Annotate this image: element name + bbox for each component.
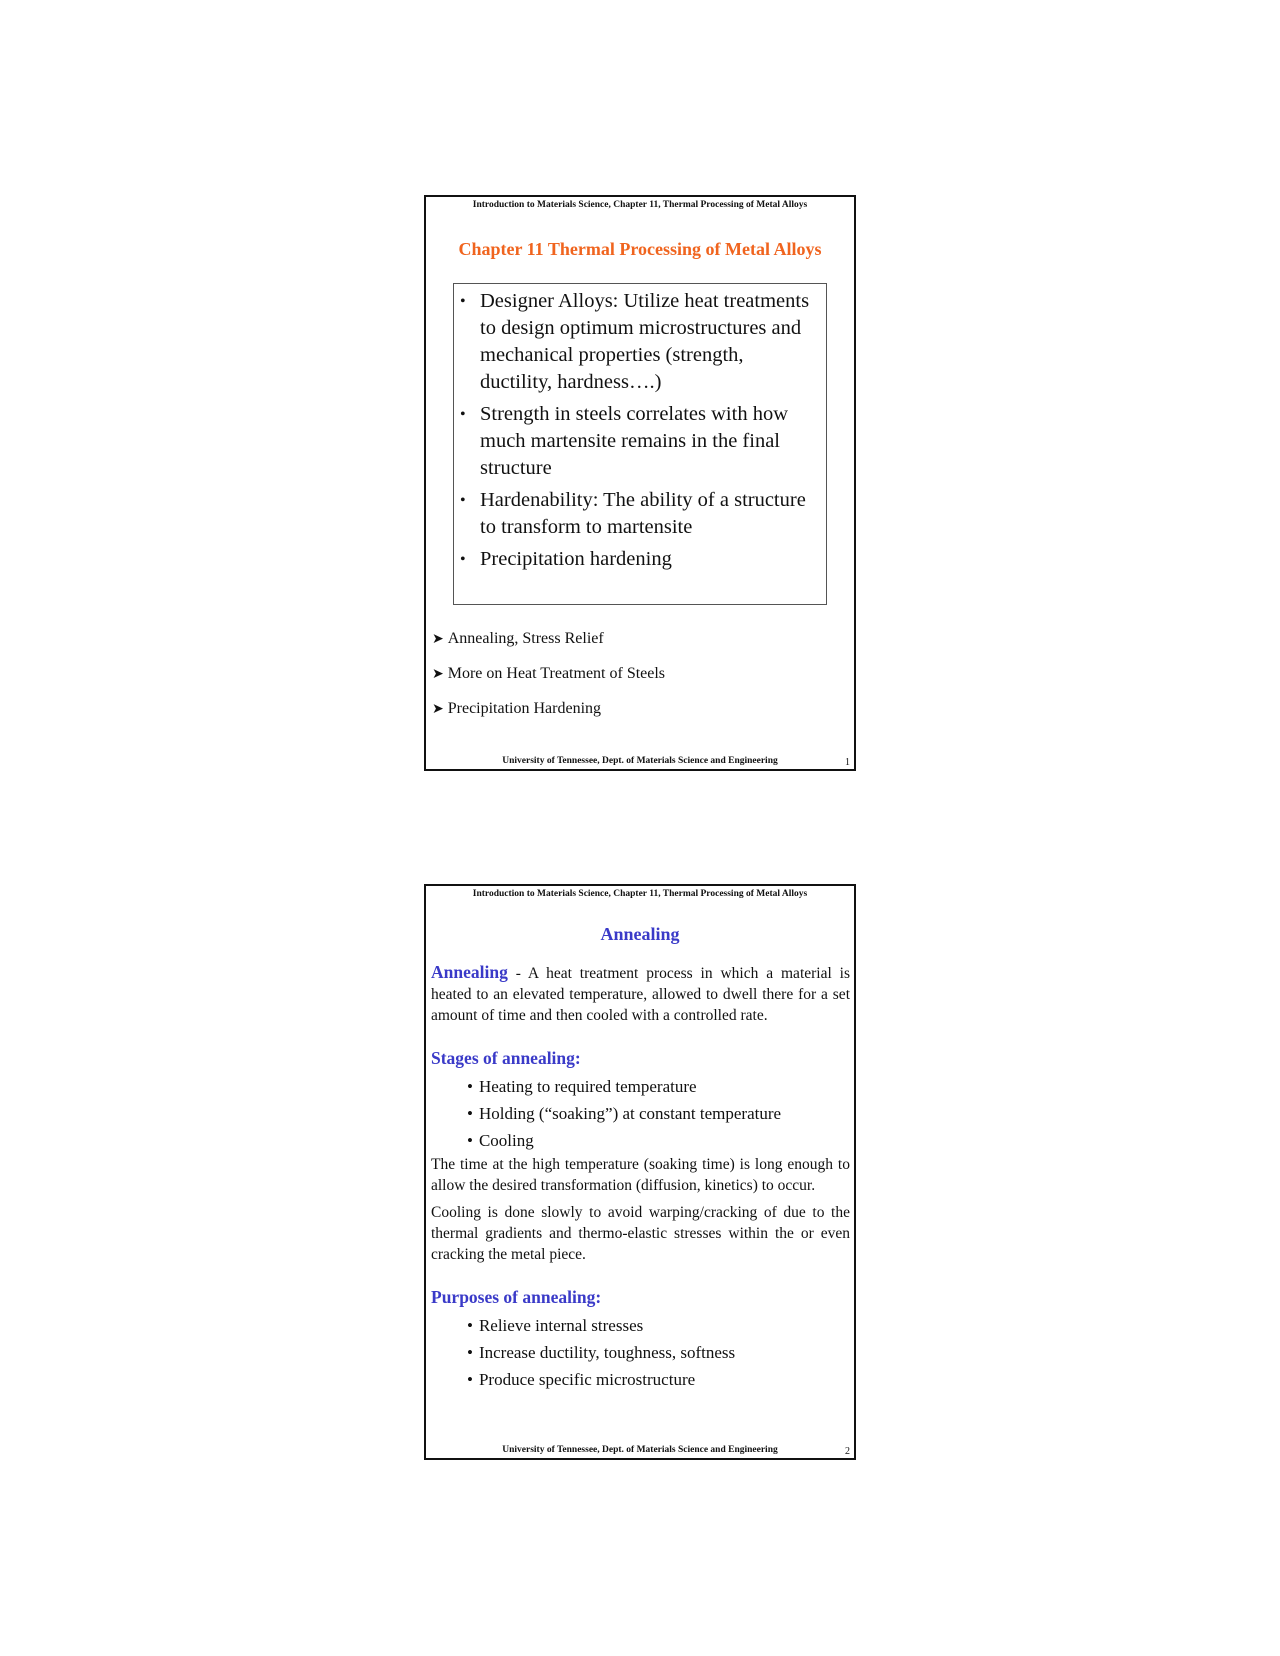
cooling-paragraph: Cooling is done slowly to avoid warping/cracking of due to the thermal gradients and thermo-elastic stresses within the or even cracking the metal piece. [431,1204,850,1263]
slide-header: Introduction to Materials Science, Chapter 11, Thermal Processing of Metal Alloys [472,200,808,210]
bullet-icon: • [460,293,466,310]
list-item: • Strength in steels correlates with how much martensite remains in the final structure [460,403,789,479]
list-item: • Produce specific microstructure [467,1370,696,1389]
bullet-icon: • [460,551,466,568]
definition-paragraph [431,962,850,1026]
bullet-icon: • [467,1343,473,1362]
list-item: • Heating to required temperature [467,1077,697,1096]
definition-text: - A heat treatment process in which a material is heated to an elevated temperature, allowed to dwell there for a set amount of time and then cooled with a controlled rate. [431,965,850,1024]
bullet-icon: • [460,406,466,423]
definition-term: Annealing [431,962,508,982]
slide-2 [424,884,856,1460]
slide-title: Annealing [600,924,680,944]
list-item: • Holding (“soaking”) at constant temperature [467,1104,782,1123]
slide-footer: University of Tennessee, Dept. of Materials Science and Engineering [502,1445,778,1455]
list-item: • Increase ductility, toughness, softness [467,1343,736,1362]
topic-item: ➤ More on Heat Treatment of Steels [432,665,666,682]
bullet-icon: • [467,1077,473,1096]
bullet-icon: • [460,492,466,509]
purposes-heading: Purposes of annealing: [431,1287,602,1307]
slide-title: Chapter 11 Thermal Processing of Metal Alloys [458,239,822,259]
page-number: 2 [845,1446,850,1457]
list-item: • Designer Alloys: Utilize heat treatments to design optimum microstructures and mechanical properties (strength, ductility, hardness….) [460,290,810,393]
slide-footer: University of Tennessee, Dept. of Materials Science and Engineering [502,756,778,766]
arrow-bullet-icon: ➤ [432,632,444,647]
list-item: • Hardenability: The ability of a structure to transform to martensite [460,489,806,538]
key-points-box [453,283,827,605]
arrow-bullet-icon: ➤ [432,667,444,682]
list-item: • Precipitation hardening [460,546,820,573]
topic-item: ➤ Annealing, Stress Relief [432,630,604,647]
topic-item: ➤ Precipitation Hardening [432,700,602,717]
bullet-icon: • [467,1370,473,1389]
bullet-icon: • [467,1104,473,1123]
soaking-paragraph: The time at the high temperature (soaking time) is long enough to allow the desired transformation (diffusion, kinetics) to occur. [431,1156,850,1194]
bullet-icon: • [467,1131,473,1150]
purposes-list [431,1312,850,1393]
slide-header: Introduction to Materials Science, Chapter 11, Thermal Processing of Metal Alloys [472,889,808,899]
bullet-icon: • [467,1316,473,1335]
topic-list [432,629,665,734]
slide-1 [424,195,856,771]
arrow-bullet-icon: ➤ [432,702,444,717]
page-number: 1 [845,757,850,768]
list-item: • Relieve internal stresses [467,1316,644,1335]
slide-body [431,962,850,1393]
stages-list [431,1073,850,1154]
stages-heading: Stages of annealing: [431,1048,581,1068]
list-item: • Cooling [467,1131,534,1150]
